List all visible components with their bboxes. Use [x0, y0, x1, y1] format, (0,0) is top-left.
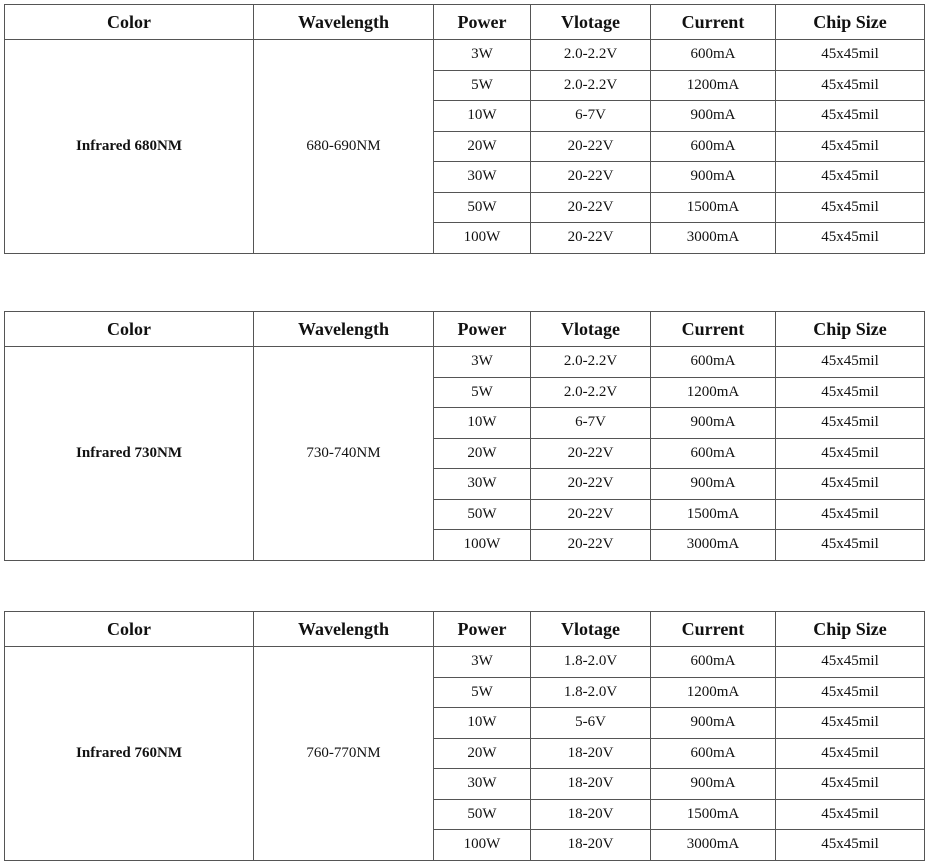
table-cell: 3W — [434, 647, 531, 678]
table-cell: 20W — [434, 131, 531, 162]
table-cell: 45x45mil — [776, 647, 925, 678]
table-cell: 3000mA — [651, 530, 776, 561]
table-cell: 20-22V — [531, 192, 651, 223]
table-cell: 45x45mil — [776, 192, 925, 223]
table-cell: 1500mA — [651, 499, 776, 530]
table-cell: 20-22V — [531, 131, 651, 162]
table-cell: 45x45mil — [776, 708, 925, 739]
spec-table — [4, 611, 925, 861]
table-cell: 1200mA — [651, 677, 776, 708]
table-cell: 1200mA — [651, 70, 776, 101]
table-cell: 10W — [434, 408, 531, 439]
table-cell: 50W — [434, 799, 531, 830]
column-header: Wavelength — [254, 312, 434, 347]
table-cell: 45x45mil — [776, 408, 925, 439]
column-header: Current — [651, 612, 776, 647]
table-cell: 20-22V — [531, 223, 651, 254]
table-cell: 600mA — [651, 438, 776, 469]
table-cell: 45x45mil — [776, 347, 925, 378]
header-row — [5, 312, 925, 347]
table-cell: 5-6V — [531, 708, 651, 739]
table-cell: 900mA — [651, 162, 776, 193]
table-cell: 10W — [434, 101, 531, 132]
column-header: Current — [651, 5, 776, 40]
table-cell: 6-7V — [531, 101, 651, 132]
table-cell: 900mA — [651, 469, 776, 500]
table-cell: 2.0-2.2V — [531, 70, 651, 101]
table-cell: 6-7V — [531, 408, 651, 439]
header-row — [5, 612, 925, 647]
table-cell: 100W — [434, 830, 531, 861]
table-cell: 18-20V — [531, 830, 651, 861]
column-header: Wavelength — [254, 612, 434, 647]
table-cell: 45x45mil — [776, 677, 925, 708]
table-cell: 5W — [434, 677, 531, 708]
table-row — [5, 347, 925, 378]
column-header: Power — [434, 5, 531, 40]
table-cell: 45x45mil — [776, 70, 925, 101]
table-cell: 3W — [434, 347, 531, 378]
table-cell: 1500mA — [651, 799, 776, 830]
table-cell: 1.8-2.0V — [531, 647, 651, 678]
column-header: Chip Size — [776, 612, 925, 647]
column-header: Chip Size — [776, 5, 925, 40]
table-cell: 3W — [434, 40, 531, 71]
spec-table — [4, 311, 925, 561]
table-cell: 45x45mil — [776, 799, 925, 830]
table-cell: 20-22V — [531, 530, 651, 561]
table-cell: 600mA — [651, 647, 776, 678]
table-cell: 45x45mil — [776, 830, 925, 861]
column-header: Vlotage — [531, 612, 651, 647]
table-row — [5, 40, 925, 71]
table-cell: 2.0-2.2V — [531, 347, 651, 378]
table-cell: 18-20V — [531, 769, 651, 800]
table-cell: 20-22V — [531, 499, 651, 530]
wavelength-cell: 730-740NM — [254, 347, 434, 561]
column-header: Vlotage — [531, 5, 651, 40]
table-cell: 45x45mil — [776, 223, 925, 254]
table-cell: 18-20V — [531, 738, 651, 769]
column-header: Power — [434, 612, 531, 647]
table-cell: 3000mA — [651, 830, 776, 861]
header-row — [5, 5, 925, 40]
table-cell: 5W — [434, 70, 531, 101]
table-cell: 20W — [434, 738, 531, 769]
table-cell: 600mA — [651, 738, 776, 769]
table-cell: 600mA — [651, 347, 776, 378]
table-cell: 20W — [434, 438, 531, 469]
column-header: Chip Size — [776, 312, 925, 347]
table-cell: 50W — [434, 499, 531, 530]
table-cell: 900mA — [651, 769, 776, 800]
table-cell: 45x45mil — [776, 499, 925, 530]
table-cell: 45x45mil — [776, 131, 925, 162]
table-cell: 45x45mil — [776, 40, 925, 71]
table-cell: 45x45mil — [776, 738, 925, 769]
table-cell: 20-22V — [531, 469, 651, 500]
table-cell: 30W — [434, 769, 531, 800]
table-cell: 45x45mil — [776, 162, 925, 193]
table-cell: 20-22V — [531, 162, 651, 193]
table-cell: 45x45mil — [776, 377, 925, 408]
table-cell: 45x45mil — [776, 469, 925, 500]
table-cell: 1.8-2.0V — [531, 677, 651, 708]
column-header: Color — [5, 5, 254, 40]
table-cell: 900mA — [651, 101, 776, 132]
wavelength-cell: 760-770NM — [254, 647, 434, 861]
table-cell: 2.0-2.2V — [531, 377, 651, 408]
table-row — [5, 647, 925, 678]
table-cell: 1200mA — [651, 377, 776, 408]
table-cell: 20-22V — [531, 438, 651, 469]
table-cell: 900mA — [651, 708, 776, 739]
column-header: Current — [651, 312, 776, 347]
table-cell: 45x45mil — [776, 438, 925, 469]
table-cell: 45x45mil — [776, 769, 925, 800]
table-cell: 10W — [434, 708, 531, 739]
table-cell: 3000mA — [651, 223, 776, 254]
table-cell: 2.0-2.2V — [531, 40, 651, 71]
table-cell: 50W — [434, 192, 531, 223]
table-cell: 1500mA — [651, 192, 776, 223]
table-cell: 45x45mil — [776, 530, 925, 561]
column-header: Color — [5, 312, 254, 347]
column-header: Color — [5, 612, 254, 647]
color-cell: Infrared 730NM — [5, 347, 254, 561]
color-cell: Infrared 760NM — [5, 647, 254, 861]
table-cell: 30W — [434, 469, 531, 500]
wavelength-cell: 680-690NM — [254, 40, 434, 254]
table-cell: 100W — [434, 223, 531, 254]
column-header: Power — [434, 312, 531, 347]
table-cell: 30W — [434, 162, 531, 193]
table-cell: 18-20V — [531, 799, 651, 830]
spec-table — [4, 4, 925, 254]
table-cell: 45x45mil — [776, 101, 925, 132]
color-cell: Infrared 680NM — [5, 40, 254, 254]
table-cell: 900mA — [651, 408, 776, 439]
table-cell: 600mA — [651, 131, 776, 162]
table-cell: 5W — [434, 377, 531, 408]
table-cell: 600mA — [651, 40, 776, 71]
table-cell: 100W — [434, 530, 531, 561]
column-header: Wavelength — [254, 5, 434, 40]
column-header: Vlotage — [531, 312, 651, 347]
